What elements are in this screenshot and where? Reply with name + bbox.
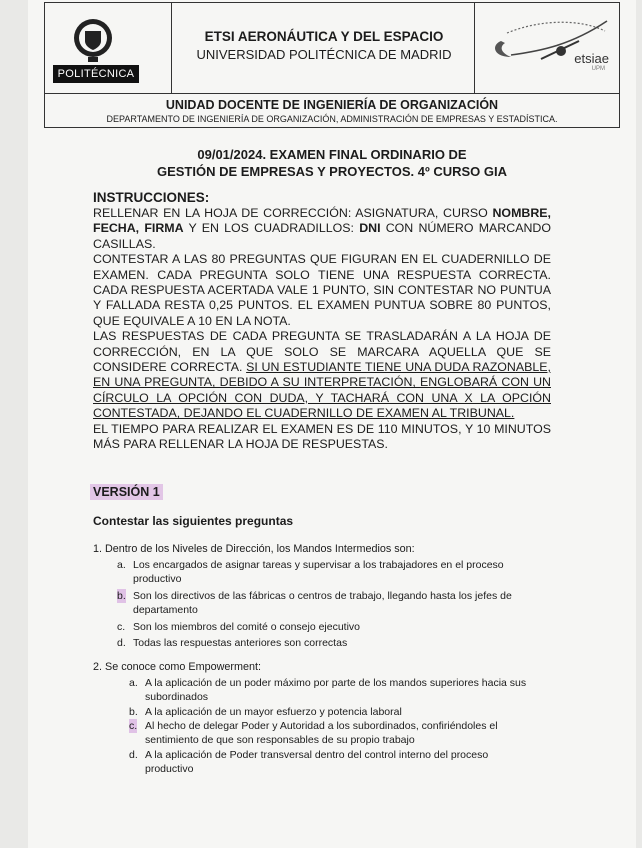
right-logo-cell [474,3,619,93]
option-text: Son los miembros del comité o consejo ejecutivo [133,621,361,633]
option-letter-highlighted: c. [129,720,138,732]
option-text: A la aplicación de un mayor esfuerzo y potencia laboral [145,706,402,718]
instr-text: RELLENAR EN LA HOJA DE CORRECCIÓN: ASIGNATURA, CURSO [93,206,493,220]
etsiae-logo-text: etsiae [574,51,609,66]
instructions-p4: EL TIEMPO PARA REALIZAR EL EXAMEN ES DE 110 MINUTOS, Y 10 MINUTOS MÁS PARA RELLENAR LA HOJA DE RESPUESTAS. [93,421,551,452]
department-unit: UNIDAD DOCENTE DE INGENIERÍA DE ORGANIZACIÓN [165,98,499,112]
instructions-p1 [93,206,551,252]
left-logo-cell [45,3,172,93]
version-label: VERSIÓN 1 [90,484,163,500]
question-2: 2. Se conoce como Empowerment: [93,661,262,673]
option-letter: b. [129,706,138,718]
option-text: A la aplicación de un poder máximo por parte de los mandos superiores hacia sus subordinados [145,677,527,703]
university-crest-icon [71,17,115,63]
option-text: Los encargados de asignar tareas y supervisar a los trabajadores en el proceso productivo [133,559,504,585]
instr-text: LAS RESPUESTAS DE CADA PREGUNTA SE TRASLADARÁN A LA HOJA DE CORRECCIÓN, EN LA QUE SOLO SE MARCARA AQUELLA QUE SE CONSIDERE CORRECTA. [93,329,551,375]
option-letter: a. [129,677,138,689]
department-full: DEPARTAMENTO DE INGENIERÍA DE ORGANIZACIÓN, ADMINISTRACIÓN DE EMPRESAS Y ESTADÍSTICA. [106,114,558,124]
department-box [44,94,620,128]
instructions-heading: INSTRUCCIONES: [93,190,210,205]
politecnica-badge: POLITÉCNICA [53,65,139,83]
instr-text: CON NÚMERO MARCANDO CASILLAS. [93,221,551,251]
etsiae-logo-icon [481,11,613,85]
instr-underlined: SI UN ESTUDIANTE TIENE UNA DUDA RAZONABLE, EN UNA PREGUNTA, DEBIDO A SU INTERPRETACIÓN, ENGLOBARÁ CON UN CÍRCULO LA OPCIÓN CON DUDA, Y TACHARÁ CON UNA X LA OPCIÓN CONTESTADA, DEJANDO EL CUADERNILLO DE EXAMEN AL TRIBUNAL. [93,360,551,421]
option-text: Son los directivos de las fábricas o centros de trabajo, llegando hasta los jefes de departamento [133,590,512,616]
header-table [44,2,620,94]
section-title: Contestar las siguientes preguntas [93,514,294,528]
school-name: ETSI AERONÁUTICA Y DEL ESPACIO [204,29,444,44]
exam-title-line1: 09/01/2024. EXAMEN FINAL ORDINARIO DE [197,147,467,162]
instr-text: Y EN LOS CUADRADILLOS: [183,221,360,236]
instr-bold-dni: DNI [359,221,381,236]
question-1: 1. Dentro de los Niveles de Dirección, los Mandos Intermedios son: [93,543,415,555]
instr-bold-fields: NOMBRE, FECHA, FIRMA [93,206,551,236]
option-letter: a. [117,559,126,571]
university-name: UNIVERSIDAD POLITÉCNICA DE MADRID [196,47,452,62]
option-text: Todas las respuestas anteriores son correctas [133,637,348,649]
exam-title-line2: GESTIÓN DE EMPRESAS Y PROYECTOS. 4º CURSO GIA [156,164,508,179]
option-text: Al hecho de delegar Poder y Autoridad a los subordinados, confiriéndoles el sentimiento de que son responsables de su propio trabajo [145,720,498,746]
etsiae-logo-sub: UPM [591,66,605,72]
instructions-body [93,206,551,453]
option-letter: d. [117,637,126,649]
option-letter-highlighted: b. [117,590,126,602]
option-text: A la aplicación de Poder transversal dentro del control interno del proceso productivo [145,749,489,775]
option-letter: d. [129,749,138,761]
option-letter: c. [117,621,126,633]
instructions-p3 [93,329,551,421]
instructions-p2: CONTESTAR A LAS 80 PREGUNTAS QUE FIGURAN EN EL CUADERNILLO DE EXAMEN. CADA PREGUNTA SOLO TIENE UNA RESPUESTA CORRECTA. CADA RESPUESTA ACERTADA VALE 1 PUNTO, SIN CONTESTAR NO PUNTUA Y FALLADA RESTA 0,25 PUNTOS. EL EXAMEN PUNTUA SOBRE 80 PUNTOS, QUE EQUIVALE A 10 EN LA NOTA. [93,252,551,328]
